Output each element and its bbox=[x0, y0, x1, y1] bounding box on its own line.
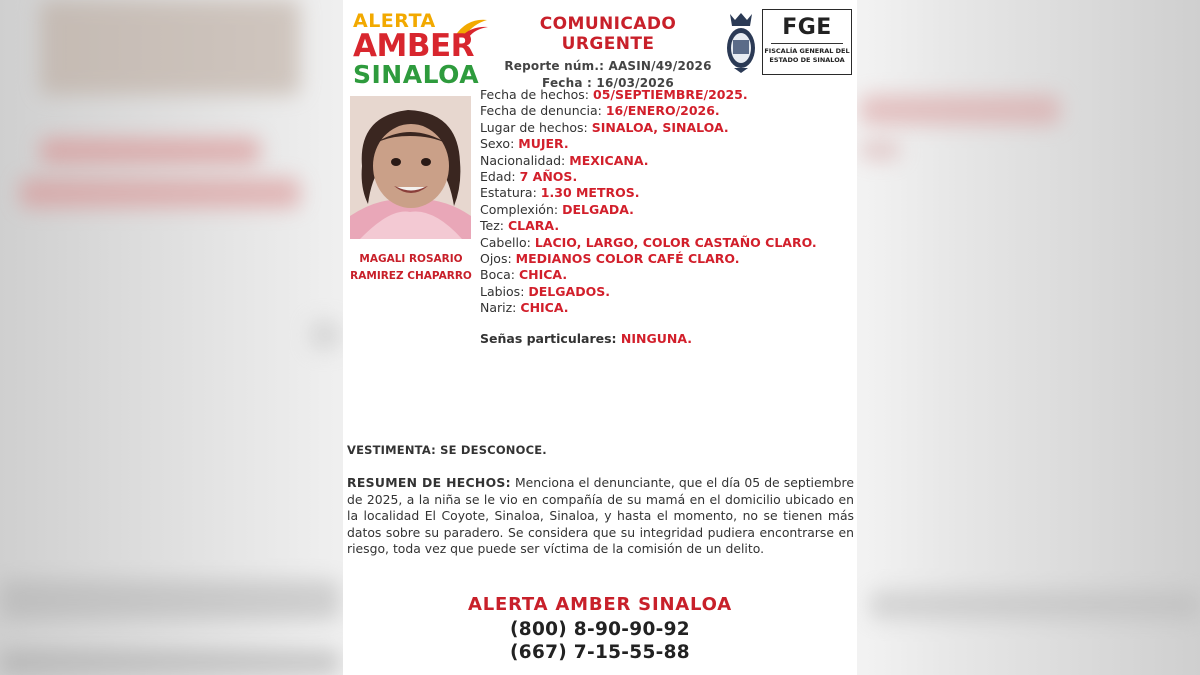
field-complexion: Complexión: DELGADA. bbox=[480, 201, 634, 217]
field-sexo: Sexo: MUJER. bbox=[480, 136, 569, 152]
missing-child-photo bbox=[350, 96, 471, 239]
blurred-backdrop-shape bbox=[860, 95, 1060, 125]
field-estatura: Estatura: 1.30 METROS. bbox=[480, 185, 640, 201]
fge-acronym: FGE bbox=[782, 15, 832, 40]
field-tez: Tez: CLARA. bbox=[480, 218, 560, 234]
bulletin-title: COMUNICADO URGENTE bbox=[539, 14, 677, 54]
fge-logo bbox=[762, 9, 852, 75]
field-labios: Labios: DELGADOS. bbox=[480, 283, 610, 299]
blurred-backdrop-shape bbox=[870, 590, 1200, 620]
resumen-label: RESUMEN DE HECHOS: bbox=[347, 475, 511, 490]
field-nacionalidad: Nacionalidad: MEXICANA. bbox=[480, 152, 649, 168]
blurred-backdrop-shape bbox=[310, 320, 340, 350]
report-number: Reporte núm.: AASIN/49/2026 bbox=[504, 59, 712, 73]
logo-line-amber: AMBER bbox=[353, 28, 475, 64]
name-line2: RAMIREZ CHAPARRO bbox=[350, 270, 472, 282]
blurred-backdrop-shape bbox=[860, 140, 900, 160]
alerta-amber-logo bbox=[353, 8, 483, 89]
fge-divider bbox=[771, 43, 843, 44]
field-boca: Boca: CHICA. bbox=[480, 267, 568, 283]
missing-person-name bbox=[349, 251, 473, 285]
blurred-backdrop-shape bbox=[40, 0, 300, 95]
field-edad: Edad: 7 AÑOS. bbox=[480, 169, 578, 185]
phone-number-1: (800) 8-90-90-92 bbox=[510, 619, 690, 640]
field-cabello: Cabello: LACIO, LARGO, COLOR CASTAÑO CLARO. bbox=[480, 234, 817, 250]
blurred-backdrop-shape bbox=[0, 650, 340, 675]
bulletin-header bbox=[493, 14, 723, 92]
resumen-text: Menciona el denunciante, que el día 05 de septiembre de 2025, a la niña se le vio en compañía de su mamá en el domicilio ubicado en la localidad El Coyote, Sinaloa, Sinaloa, y hasta el momento, no se tienen más datos sobre su paradero. Se considera que su integridad pudiera encontrarse en riesgo, toda vez que puede ser víctima de la comisión de un delito. bbox=[347, 475, 854, 557]
phone-number-2: (667) 7-15-55-88 bbox=[510, 642, 690, 663]
blurred-backdrop-shape bbox=[20, 178, 300, 208]
blurred-backdrop-shape bbox=[40, 138, 260, 164]
footer-title: ALERTA AMBER SINALOA bbox=[467, 594, 733, 615]
state-seal-icon bbox=[724, 10, 758, 74]
amber-alert-poster bbox=[343, 0, 857, 675]
fge-name-line2: ESTADO DE SINALOA bbox=[769, 56, 845, 64]
field-fecha-hechos: Fecha de hechos: 05/SEPTIEMBRE/2025. bbox=[480, 87, 748, 102]
resumen-de-hechos bbox=[347, 475, 854, 558]
fge-name-line1: FISCALÍA GENERAL DEL bbox=[764, 47, 850, 55]
field-senas-particulares: Señas particulares: NINGUNA. bbox=[480, 331, 692, 346]
name-line1: MAGALI ROSARIO bbox=[359, 253, 463, 265]
field-ojos: Ojos: MEDIANOS COLOR CAFÉ CLARO. bbox=[480, 251, 740, 267]
contact-footer bbox=[343, 594, 857, 663]
blurred-backdrop-shape bbox=[0, 580, 340, 620]
vestimenta-line: VESTIMENTA: SE DESCONOCE. bbox=[347, 443, 547, 457]
logo-line-sinaloa: SINALOA bbox=[353, 60, 480, 89]
report-date: Fecha : 16/03/2026 bbox=[542, 76, 674, 90]
field-nariz: Nariz: CHICA. bbox=[480, 300, 569, 316]
field-lugar-hechos: Lugar de hechos: SINALOA, SINALOA. bbox=[480, 119, 729, 135]
logo-line-alerta: ALERTA bbox=[353, 10, 436, 32]
description-fields bbox=[480, 87, 850, 317]
field-fecha-denuncia: Fecha de denuncia: 16/ENERO/2026. bbox=[480, 103, 720, 119]
